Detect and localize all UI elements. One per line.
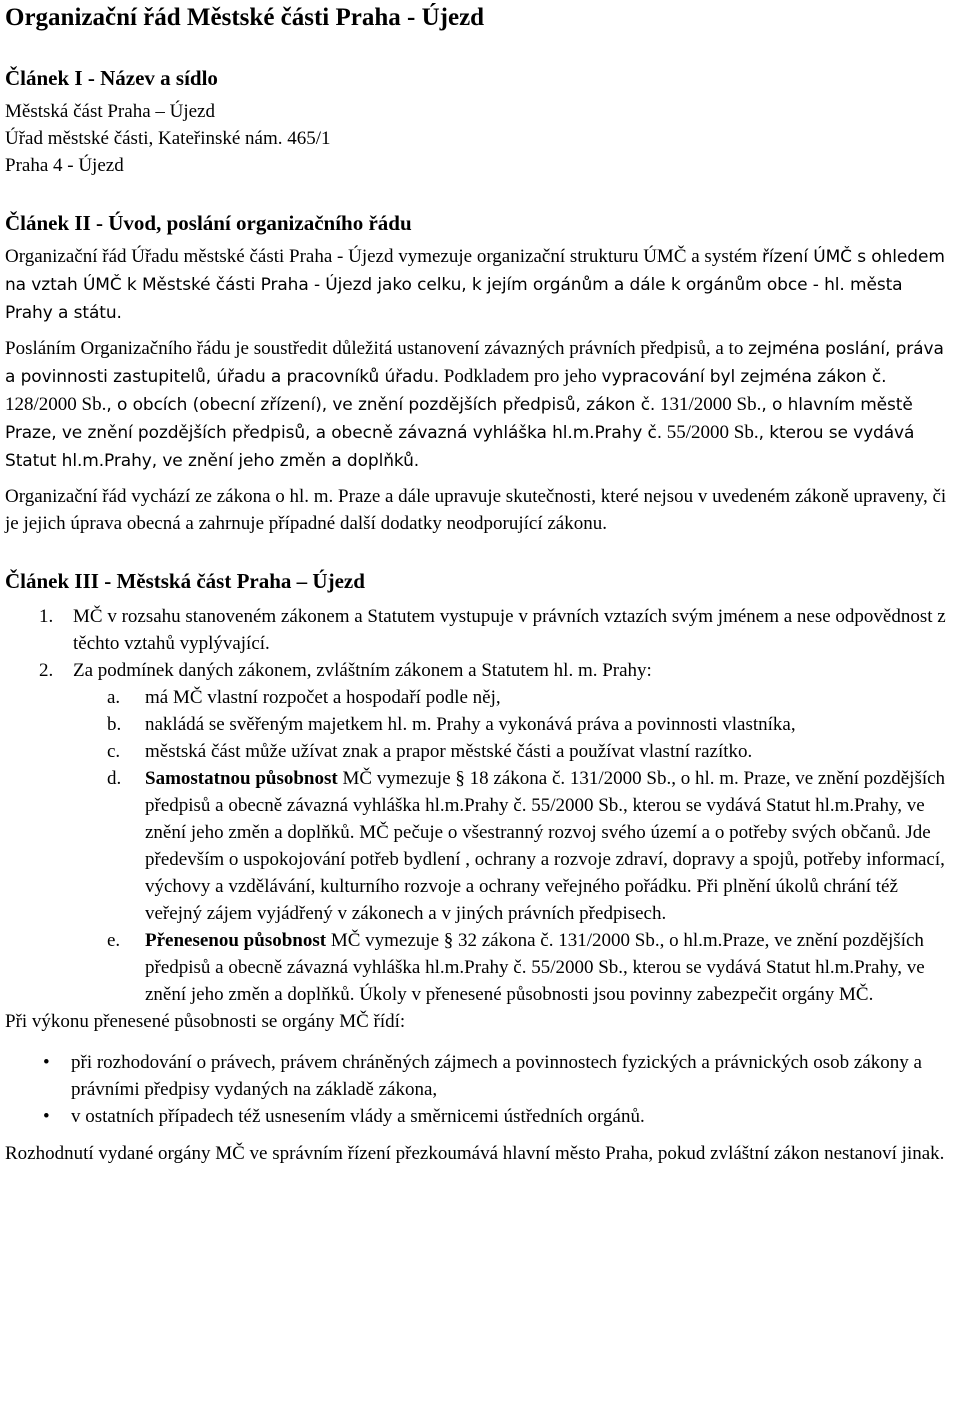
- article-3-bullet-list: [5, 1049, 954, 1130]
- list-item-text: má MČ vlastní rozpočet a hospodaří podle něj,: [145, 687, 501, 708]
- bold-term: Samostatnou působnost: [145, 768, 338, 789]
- list-item: [107, 927, 954, 1008]
- address-line: Praha 4 - Újezd: [5, 155, 124, 176]
- bullet-icon: •: [43, 1052, 50, 1073]
- article-2-heading: Článek II - Úvod, poslání organizačního řádu: [5, 211, 412, 235]
- list-item-letter: d.: [107, 768, 122, 789]
- paragraph-text: , o hlavním městě Praze, ve znění pozdějších předpisů, a obecně závazná vyhláška hl.m.Prahy č.: [5, 395, 913, 443]
- list-item-text: Za podmínek daných zákonem, zvláštním zákonem a Statutem hl. m. Prahy:: [73, 660, 652, 681]
- list-item-rest: MČ vymezuje § 32 zákona č. 131/2000 Sb., o hl.m.Praze, ve znění pozdějších předpisů a obecně závazná vyhláška hl.m.Prahy č. 55/2000 Sb., kterou se vydává Statut hl.m.Prahy, ve znění jeho změn a doplňků. Úkoly v přenesené působnosti jsou povinny zabezpečit orgány MČ.: [145, 930, 925, 1005]
- list-item: [5, 657, 954, 684]
- paragraph-text: 128/2000 Sb.: [5, 394, 107, 415]
- list-item: [5, 1103, 954, 1130]
- list-item-text: [145, 765, 954, 927]
- bold-term: Přenesenou působnost: [145, 930, 327, 951]
- list-item-text: nakládá se svěřeným majetkem hl. m. Prahy a vykonává práva a povinnosti vlastníka,: [145, 714, 796, 735]
- paragraph-text: Podkladem pro jeho: [439, 366, 602, 387]
- article-3-lettered-list: [5, 684, 954, 1008]
- paragraph-text: zejména poslání, práva a povinnosti zastupitelů, úřadu a pracovníků úřadu.: [5, 339, 944, 387]
- address-line: Městská část Praha – Újezd: [5, 101, 215, 122]
- paragraph-text: Organizační řád Úřadu městské části Praha - Újezd vymezuje organizační strukturu ÚMČ a systém: [5, 246, 762, 267]
- list-item-text: v ostatních případech též usnesením vlády a směrnicemi ústředních orgánů.: [71, 1106, 645, 1127]
- list-item: [107, 711, 954, 738]
- list-item-letter: e.: [107, 930, 121, 951]
- address-block: [5, 98, 954, 179]
- address-line: Úřad městské části, Kateřinské nám. 465/1: [5, 128, 331, 149]
- article-2-paragraph-2: [5, 335, 954, 475]
- list-item-number: 1.: [39, 606, 54, 627]
- article-2-paragraph-3: Organizační řád vychází ze zákona o hl. m. Praze a dále upravuje skutečnosti, které nejsou v uvedeném zákoně upraveny, či je jejich úprava obecná a zahrnuje případné další dodatky neodporující zákonu.: [5, 486, 947, 534]
- list-item-letter: c.: [107, 741, 121, 762]
- list-item: [5, 603, 954, 657]
- article-1-heading: Článek I - Název a sídlo: [5, 66, 218, 90]
- list-item-text: městská část může užívat znak a prapor městské části a používat vlastní razítko.: [145, 741, 753, 762]
- list-item-letter: b.: [107, 714, 122, 735]
- paragraph-text: , o obcích (obecní zřízení), ve znění pozdějších předpisů, zákon č.: [106, 395, 656, 415]
- bullet-icon: •: [43, 1106, 50, 1127]
- paragraph-text: , kterou se vydává Statut hl.m.Prahy, ve znění jeho změn a doplňků.: [5, 423, 915, 471]
- article-3-numbered-list: [5, 603, 954, 684]
- document-title: Organizační řád Městské části Praha - Újezd: [5, 4, 485, 31]
- paragraph-text: vypracování byl zejména zákon č.: [601, 367, 887, 387]
- paragraph-text: řízení ÚMČ s ohledem na vztah ÚMČ k Městské části Praha - Újezd jako celku, k jejím orgánům a dále k orgánům obce - hl. města Prahy a státu.: [5, 247, 945, 323]
- paragraph-text: 131/2000 Sb.: [655, 394, 762, 415]
- article-3-closing: Rozhodnutí vydané orgány MČ ve správním řízení přezkoumává hlavní město Praha, pokud zvláštní zákon nestanoví jinak.: [5, 1143, 945, 1164]
- list-item: [5, 1049, 954, 1103]
- paragraph-text: Posláním Organizačního řádu je soustředit důležitá ustanovení závazných právních předpisů, a to: [5, 338, 749, 359]
- list-item: [107, 765, 954, 927]
- list-item-rest: MČ vymezuje § 18 zákona č. 131/2000 Sb., o hl. m. Praze, ve znění pozdějších předpisů a obecně závazná vyhláška hl.m.Prahy č. 55/2000 Sb., kterou se vydává Statut hl.m.Prahy, ve znění jeho změn a doplňků. MČ pečuje o všestranný rozvoj svého území a o potřeby svých občanů. Jde především o uspokojování potřeb bydlení , ochrany a rozvoje zdraví, dopravy a spojů, potřeby informací, výchovy a vzdělávání, kulturního rozvoje a ochrany veřejného pořádku. Při plnění úkolů chrání též veřejný zájem vyjádřený v zákonech a v jiných právních předpisech.: [145, 768, 946, 924]
- paragraph-text: 55/2000 Sb.: [662, 422, 759, 443]
- list-item-number: 2.: [39, 660, 54, 681]
- list-item: [107, 684, 954, 711]
- article-2-paragraph-1: [5, 243, 954, 327]
- list-item-letter: a.: [107, 687, 121, 708]
- list-item-text: [145, 927, 954, 1008]
- list-item: [107, 738, 954, 765]
- article-3-heading: Článek III - Městská část Praha – Újezd: [5, 569, 365, 593]
- list-item-text: při rozhodování o právech, právem chráněných zájmech a povinnostech fyzických a právnických osob zákony a právními předpisy vydaných na základě zákona,: [71, 1052, 922, 1100]
- list-item-text: MČ v rozsahu stanoveném zákonem a Statutem vystupuje v právních vztazích svým jménem a nese odpovědnost z těchto vztahů vyplývající.: [73, 606, 946, 654]
- article-3-intro: Při výkonu přenesené působnosti se orgány MČ řídí:: [5, 1011, 406, 1032]
